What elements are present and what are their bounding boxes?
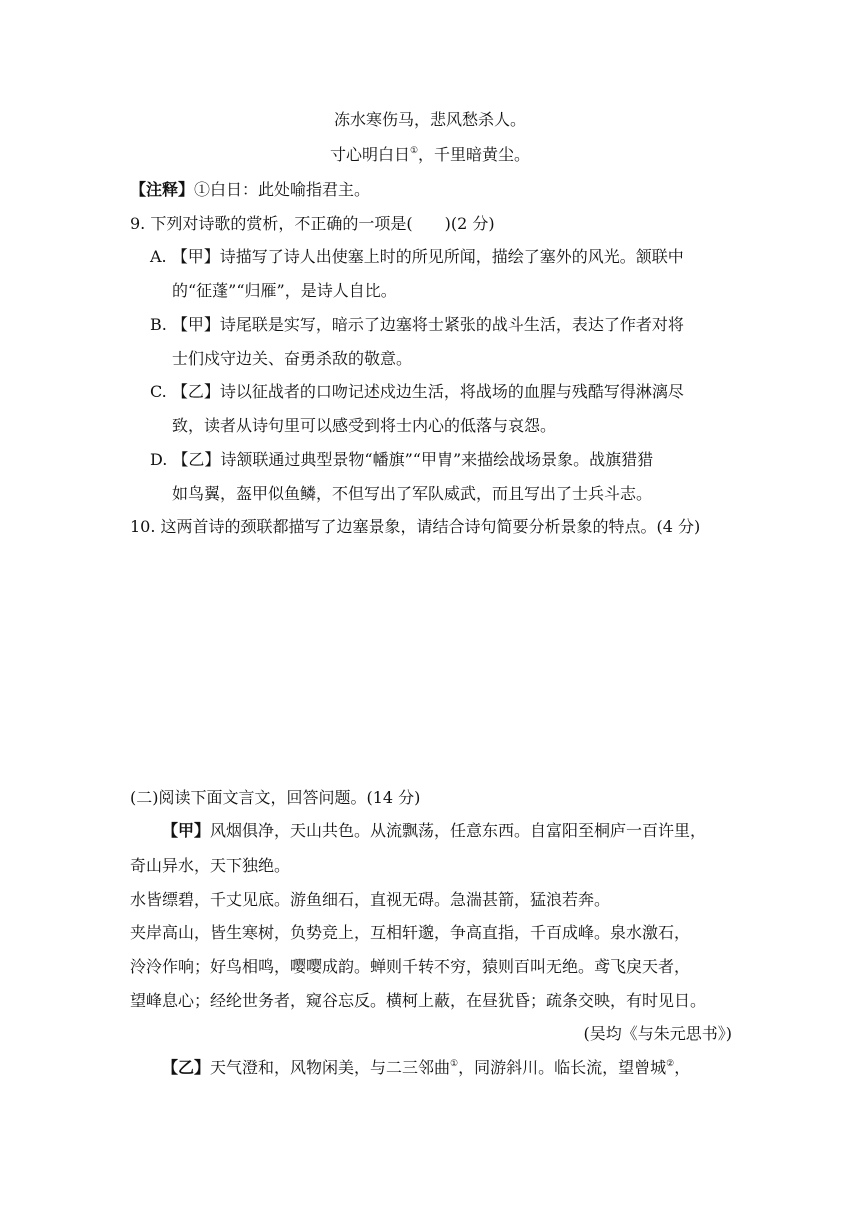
- question-9-stem: 9. 下列对诗歌的赏析，不正确的一项是( )(2 分): [130, 214, 495, 233]
- poem-line-4-part-b: ，千里暗黄尘。: [418, 145, 531, 164]
- jia-line-5: 泠泠作响；好鸟相鸣，嘤嘤成韵。蝉则千转不穷，猿则百叫无绝。鸢飞戾天者，: [130, 957, 691, 976]
- yi-text-a: 天气澄和，风物闲美，与二三邻曲: [210, 1058, 451, 1077]
- jia-line-2: 奇山异水，天下独绝。: [130, 856, 291, 875]
- footnote-marker: ①: [409, 146, 419, 156]
- jia-source: (吴均《与朱元思书》): [583, 1024, 732, 1043]
- poem-line-4: [0, 144, 860, 166]
- option-c-line-2: 致，读者从诗句里可以感受到将士内心的低落与哀怨。: [172, 416, 557, 435]
- option-a-line-2: 的“征蓬”“归雁”，是诗人自比。: [172, 281, 397, 300]
- option-a-line-1: A. 【甲】诗描写了诗人出使塞上时的所见所闻，描绘了塞外的风光。颔联中: [150, 247, 684, 266]
- option-c-line-1: C. 【乙】诗以征战者的口吻记述戍边生活，将战场的血腥与残酷写得淋漓尽: [150, 382, 684, 401]
- answer-space[interactable]: [130, 545, 730, 780]
- jia-label: 【甲】: [162, 821, 211, 840]
- section-2-heading: (二)阅读下面文言文，回答问题。(14 分): [130, 788, 421, 807]
- yi-text-c: ，: [674, 1058, 691, 1077]
- option-b-line-2: 士们戍守边关、奋勇杀敌的敬意。: [172, 349, 413, 368]
- yi-line-1: [162, 1057, 690, 1079]
- jia-text-1: 风烟俱净，天山共色。从流飘荡，任意东西。自富阳至桐庐一百许里，: [210, 821, 707, 840]
- question-10-stem: 10. 这两首诗的颈联都描写了边塞景象，请结合诗句简要分析景象的特点。(4 分): [130, 517, 701, 536]
- yi-text-b: ，同游斜川。临长流，望曾城: [458, 1058, 667, 1077]
- note: [130, 179, 370, 201]
- note-text: ①白日：此处喻指君主。: [194, 180, 371, 199]
- option-d-line-1: D. 【乙】诗颔联通过典型景物“幡旗”“甲胄”来描绘战场景象。战旗猎猎: [150, 450, 654, 469]
- option-d-line-2: 如鸟翼，盔甲似鱼鳞，不但写出了军队威武，而且写出了士兵斗志。: [172, 484, 653, 503]
- jia-line-6: 望峰息心；经纶世务者，窥谷忘反。横柯上蔽，在昼犹昏；疏条交映，有时见日。: [130, 991, 707, 1010]
- poem-line-3: 冻水寒伤马，悲风愁杀人。: [333, 110, 526, 129]
- note-label: 【注释】: [130, 180, 195, 199]
- yi-label: 【乙】: [162, 1058, 211, 1077]
- poem-line-4-part-a: 寸心明白日: [329, 145, 410, 164]
- option-b-line-1: B. 【甲】诗尾联是实写，暗示了边塞将士紧张的战斗生活，表达了作者对将: [150, 315, 684, 334]
- footnote-marker-1: ①: [450, 1059, 459, 1069]
- footnote-marker-2: ②: [666, 1059, 675, 1069]
- jia-line-4: 夹岸高山，皆生寒树，负势竞上，互相轩邈，争高直指，千百成峰。泉水激石，: [130, 923, 691, 942]
- jia-line-1: [162, 820, 706, 842]
- jia-line-3: 水皆缥碧，千丈见底。游鱼细石，直视无碍。急湍甚箭，猛浪若奔。: [130, 890, 611, 909]
